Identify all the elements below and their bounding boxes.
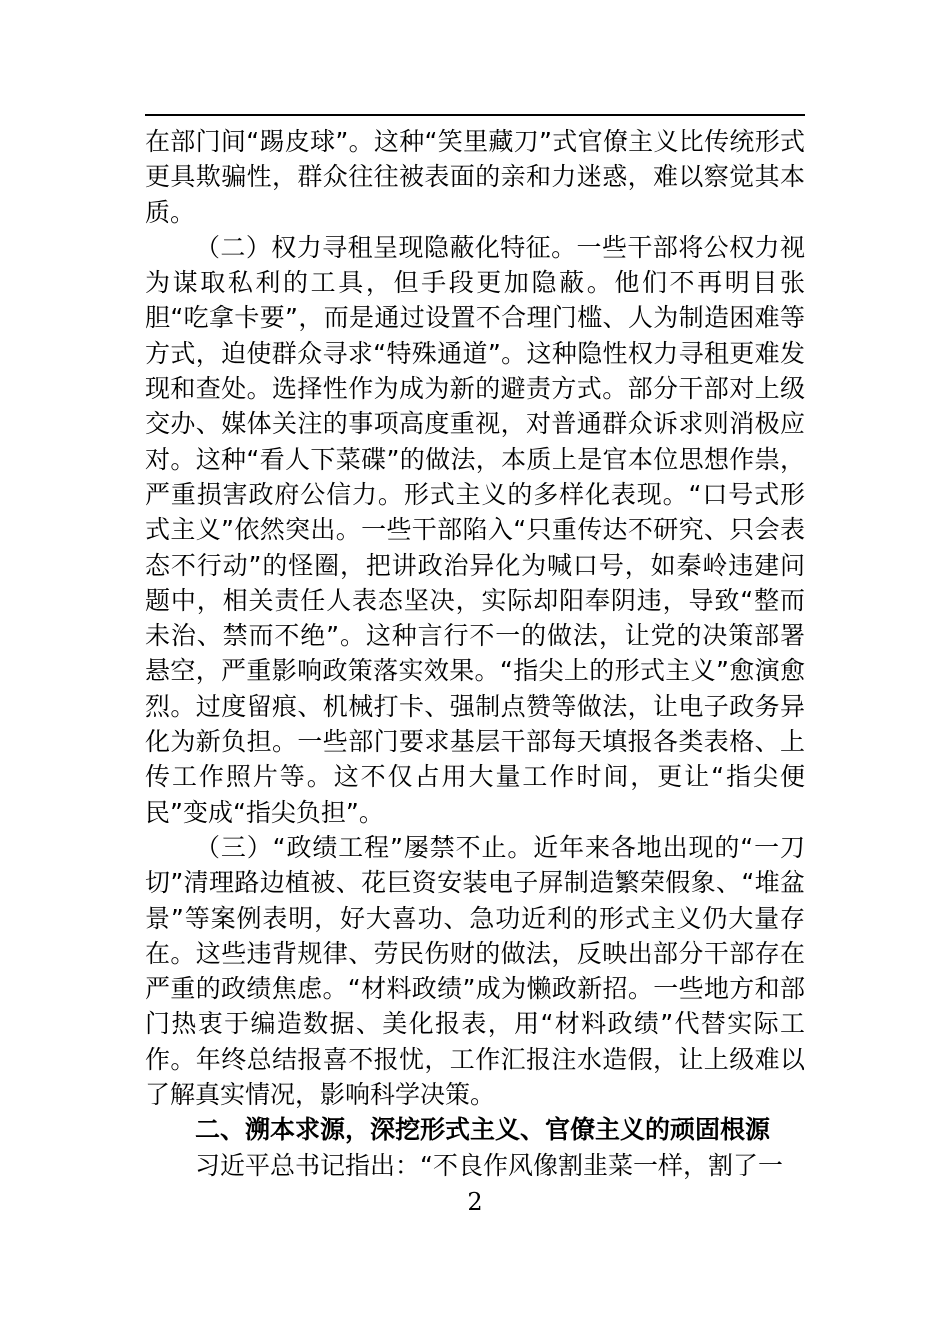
header-rule [145, 114, 805, 116]
section-heading: 二、溯本求源，深挖形式主义、官僚主义的顽固根源 [195, 1115, 771, 1145]
paragraph-continued: 在部门间“踢皮球”。这种“笑里藏刀”式官僚主义比传统形式更具欺骗性，群众往往被表面的亲和力迷惑，难以察觉其本质。 [145, 127, 805, 227]
paragraph-power-rent-seeking: （二）权力寻租呈现隐蔽化特征。一些干部将公权力视为谋取私利的工具，但手段更加隐蔽。他们不再明目张胆“吃拿卡要”，而是通过设置不合理门槛、人为制造困难等方式，迫使群众寻求“特殊通道”。这种隐性权力寻租更难发现和查处。选择性作为成为新的避责方式。部分干部对上级交办、媒体关注的事项高度重视，对普通群众诉求则消极应对。这种“看人下菜碟”的做法，本质上是官本位思想作祟，严重损害政府公信力。形式主义的多样化表现。“口号式形式主义”依然突出。一些干部陷入“只重传达不研究、只会表态不行动”的怪圈，把讲政治异化为喊口号，如秦岭违建问题中，相关责任人表态坚决，实际却阳奉阴违，导致“整而未治、禁而不绝”。这种言行不一的做法，让党的决策部署悬空，严重影响政策落实效果。“指尖上的形式主义”愈演愈烈。过度留痕、机械打卡、强制点赞等做法，让电子政务异化为新负担。一些部门要求基层干部每天填报各类表格、上传工作照片等。这不仅占用大量工作时间，更让“指尖便民”变成“指尖负担”。 [145, 232, 805, 827]
page-number: 2 [467, 1188, 483, 1216]
paragraph-vanity-projects: （三）“政绩工程”屡禁不止。近年来各地出现的“一刀切”清理路边植被、花巨资安装电子屏制造繁荣假象、“堆盆景”等案例表明，好大喜功、急功近利的形式主义仍大量存在。这些违背规律、劳民伤财的做法，反映出部分干部存在严重的政绩焦虑。“材料政绩”成为懒政新招。一些地方和部门热衷于编造数据、美化报表，用“材料政绩”代替实际工作。年终总结报喜不报忧，工作汇报注水造假，让上级难以了解真实情况，影响科学决策。 [145, 832, 805, 1110]
paragraph-quote-start: 习近平总书记指出：“不良作风像割韭菜一样，割了一 [195, 1150, 783, 1180]
document-body [145, 124, 805, 1183]
